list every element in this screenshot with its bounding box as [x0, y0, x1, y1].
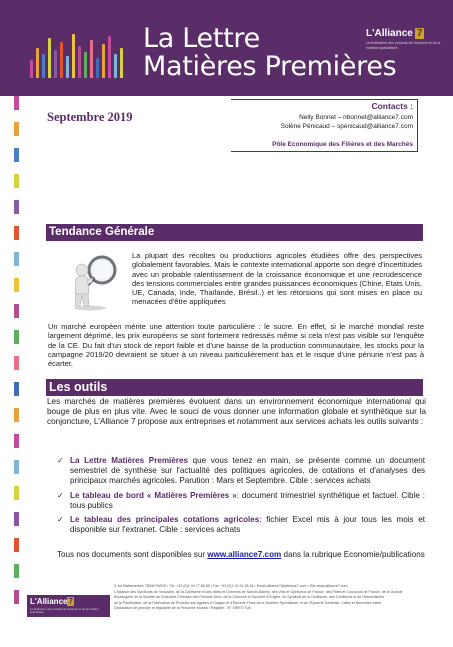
color-bar: [78, 46, 81, 78]
list-item: [57, 456, 425, 487]
title-line-1: La Lettre: [143, 23, 260, 54]
issue-date: Septembre 2019: [47, 110, 133, 124]
color-bar: [96, 58, 99, 78]
color-bar: [90, 40, 93, 78]
brand-tagline: La fédération des produits de l'épicerie et de la nutrition spécialisée: [366, 41, 441, 50]
outils-list: [57, 456, 425, 539]
brand-name: [366, 28, 446, 39]
website-link[interactable]: www.alliance7.com: [207, 550, 282, 559]
section-heading-tendance: Tendance Générale: [46, 224, 423, 241]
contacts-pole: Pôle Economique des Filières et des Marchés: [272, 141, 413, 148]
strip-segment: [14, 512, 19, 526]
color-bar: [30, 60, 33, 78]
strip-segment: [14, 122, 19, 136]
footer-logo-name-text: L'Alliance: [30, 597, 68, 606]
checkmark-icon: ✓: [57, 515, 64, 525]
left-color-strip: [14, 96, 19, 616]
strip-segment: [14, 590, 19, 604]
checkmark-icon: ✓: [57, 490, 64, 500]
color-bar: [84, 52, 87, 78]
bullet-lead: Le tableau de bord « Matières Premières »: [70, 490, 237, 500]
color-bar: [72, 34, 75, 78]
footer-logo: [27, 595, 110, 617]
header-band: [0, 0, 453, 96]
color-bar: [36, 48, 39, 78]
strip-segment: [14, 174, 19, 188]
strip-segment: [14, 538, 19, 552]
color-bar: [42, 54, 45, 78]
color-bars-logo: [30, 34, 125, 78]
contacts-title: Contacts :: [371, 101, 413, 111]
strip-segment: [14, 434, 19, 448]
strip-segment: [14, 252, 19, 266]
brand-logo: [366, 28, 446, 50]
strip-segment: [14, 200, 19, 214]
footer-logo-tagline: La fédération des produits de l'épicerie et de la nutrition spécialisée: [30, 607, 99, 615]
strip-segment: [14, 486, 19, 500]
color-bar: [66, 56, 69, 78]
color-bar: [54, 50, 57, 78]
footer-line-1: 9, bd Malesherbes 75008 PARIS • Tél. +33 (0)1 44 77 85 85 • Fax +33 (0)1 42 61 95 34 • Email alliance7@alliance7.com • Site www.alliance7.com: [114, 584, 348, 588]
footer-logo-number: 7: [68, 597, 73, 606]
strip-segment: [14, 278, 19, 292]
strip-segment: [14, 304, 19, 318]
color-bar: [114, 54, 117, 78]
tendance-paragraph-2: Un marché européen mérite une attention toute particulière : le sucre. En effet, si le marché mondial reste largement déprimé, les prix européens se sont fortement redressés même si cela n'est pas visible sur l'enquête de la CE. Du fait d'un stock de report faible et d'une baisse de la production communautaire, les stocks pour la campagne 2019/20 devraient se situer à un niveau particulièrement bas et le risque d'une pénurie n'est pas à écarter.: [48, 322, 424, 369]
bullet-lead: La Lettre Matières Premières: [70, 456, 188, 465]
footer-logo-name: [30, 597, 74, 606]
strip-segment: [14, 460, 19, 474]
strip-segment: [14, 148, 19, 162]
color-bar: [60, 42, 63, 78]
footer-line-3: Boulangerie de la Société de l'Industrie Céréales des Produits Secs, de la Chicorée et Sucrerie d'Origine, du Syndicat de la Confiserie, des Confitures et de l'Herboristerie: [114, 595, 385, 600]
bullet-lead: Le tableau des principales cotations agricoles: [70, 515, 260, 525]
strip-segment: [14, 330, 19, 344]
list-item: [57, 515, 425, 535]
magnifier-figure-icon: [62, 250, 124, 312]
section-heading-outils: Les outils: [46, 379, 423, 396]
contacts-box: [231, 99, 418, 152]
strip-segment: [14, 356, 19, 370]
tendance-paragraph-1: La plupart des récoltes ou productions agricoles étudiées offre des perspectives globalement favorables. Mais le contexte international apporte son degré d'incertitudes avec un probable ralentissement de la croissance économique et une recrudescence des tensions commerciales entre grandes puissances économiques (Chine, Etats Unis, UE, Canada, Inde, Thaïlande, Brésil..) et les rétorsions qui sont mises en place ou menacées d'être appliquées: [132, 251, 422, 307]
footer-line-5: Déclaration de principe et régularité de la Personne Morale / Registre - N° SIRET/TVA: [114, 606, 251, 611]
strip-segment: [14, 408, 19, 422]
footer-address: [114, 584, 444, 612]
footer-line-2: L'Alliance des Syndicats de l'Industrie, de la Confiserie et des Miels et Gommes de Savoie-Bakery, des Vins et Spiritueux de France, des Pâtes et Couscous de France, de la Grande: [114, 589, 403, 594]
footer-line-4: de la Panification, de la Fabrication de Produits des Agrafes à Grappe et d'Épicerie Fines de la Nutrition Spécialisée, et de l'Épicerie Générale, Cafés et Nouvelles Idées: [114, 600, 382, 605]
strip-segment: [14, 96, 19, 110]
color-bar: [102, 44, 105, 78]
bullet-text: : fichier Excel mis à jour tous les mois et disponible sur l'extranet. Cible : services achats: [70, 515, 425, 535]
list-item: [57, 491, 425, 511]
color-bar: [120, 48, 123, 78]
outils-intro: Les marchés de matières premières évoluent dans un environnement économique international qui bouge de plus en plus vite. Avec le souci de vous donner une information globale et synthétique sur la conjoncture, L'Alliance 7 propose aux entreprises et notamment aux services achats les outils suivants :: [47, 397, 426, 427]
contact-nelly[interactable]: Nelly Bonnet – nbonnet@alliance7.com: [299, 114, 413, 121]
title-line-2: Matières Premières: [143, 51, 397, 82]
contact-solene[interactable]: Solène Pénicaud – spenicaud@alliance7.com: [280, 123, 413, 130]
checkmark-icon: ✓: [57, 456, 64, 465]
color-bar: [108, 36, 111, 78]
outils-closing: [57, 550, 425, 560]
brand-name-text: L'Alliance: [366, 28, 413, 39]
strip-segment: [14, 382, 19, 396]
bullet-text: que vous tenez en main, se présente comme un document semestriel de synthèse sur l'actualité des politiques agricoles, de cotations et d'analyses des principaux marchés agricoles. Parution : Mars et Septembre. Cible : services achats: [70, 456, 426, 486]
bullet-text: : document trimestriel synthétique et factuel. Cible : tous publics: [70, 490, 425, 510]
closing-text-after: dans la rubrique Economie/publications: [281, 550, 425, 559]
closing-text-before: Tous nos documents sont disponibles sur: [57, 550, 208, 559]
strip-segment: [14, 564, 19, 578]
brand-number: 7: [416, 28, 423, 39]
color-bar: [48, 38, 51, 78]
strip-segment: [14, 226, 19, 240]
